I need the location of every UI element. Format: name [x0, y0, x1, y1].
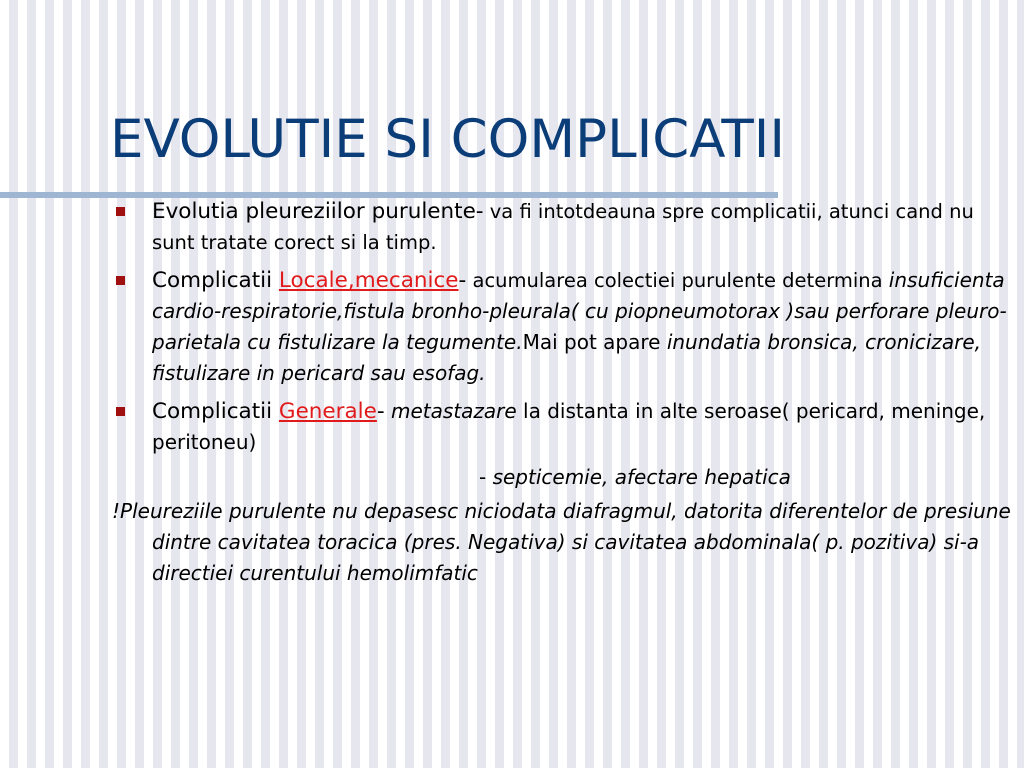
bullet-lead: Complicatii [152, 399, 279, 424]
bullet-italic-text: inundatia bronsica, cronicizare, fistulizare in pericard sau esofag. [152, 330, 982, 385]
note-text: !Pleureziile purulente nu depasesc niciodata diafragmul, datorita diferentelor de presiune dintre cavitatea toracica (pres. Negativa) si cavitatea abdominala( p. pozitiva) si-a directiei curentului hemolimfatic [112, 499, 1011, 585]
bullet-dash: - [376, 399, 385, 424]
bullet-text: va fi intotdeauna spre complicatii, atunci cand nu sunt tratate corect si la timp. [152, 200, 974, 254]
sub-line-dash: - [479, 465, 493, 489]
bullet-evolution [112, 196, 1012, 258]
bullet-text: acumularea colectiei purulente determina [466, 269, 889, 292]
bullet-italic-text: insuficienta cardio-respiratorie,fistula bronho-pleurala( cu piopneumotorax )sau perforare pleuro- parietala cu fistulizare la tegumente. [152, 268, 1007, 354]
bullet-dash: - [458, 268, 467, 293]
bullet-italic-text: metastazare [384, 399, 517, 423]
bullet-lead: Complicatii [152, 268, 279, 293]
note-paragraph [2, 496, 1012, 589]
bullet-text: la distanta in alte seroase( pericard, meninge, peritoneu) [152, 399, 986, 454]
slide-content [112, 196, 1012, 589]
bullet-text: Mai pot apare [522, 330, 667, 354]
square-bullet-icon [116, 407, 125, 416]
square-bullet-icon [116, 207, 125, 216]
slide-title: EVOLUTIE SI COMPLICATII [110, 109, 786, 170]
highlight-local-mechanical: Locale,mecanice [278, 268, 459, 293]
bullet-local-complications [112, 265, 1012, 389]
square-bullet-icon [116, 276, 125, 285]
sub-line-text: septicemie, afectare hepatica [492, 465, 791, 489]
highlight-general: Generale [278, 399, 377, 424]
bullet-general-complications [112, 396, 1012, 458]
bullet-lead: Evolutia pleureziilor purulente- [152, 199, 484, 224]
sub-line-septicemia [112, 462, 1012, 493]
